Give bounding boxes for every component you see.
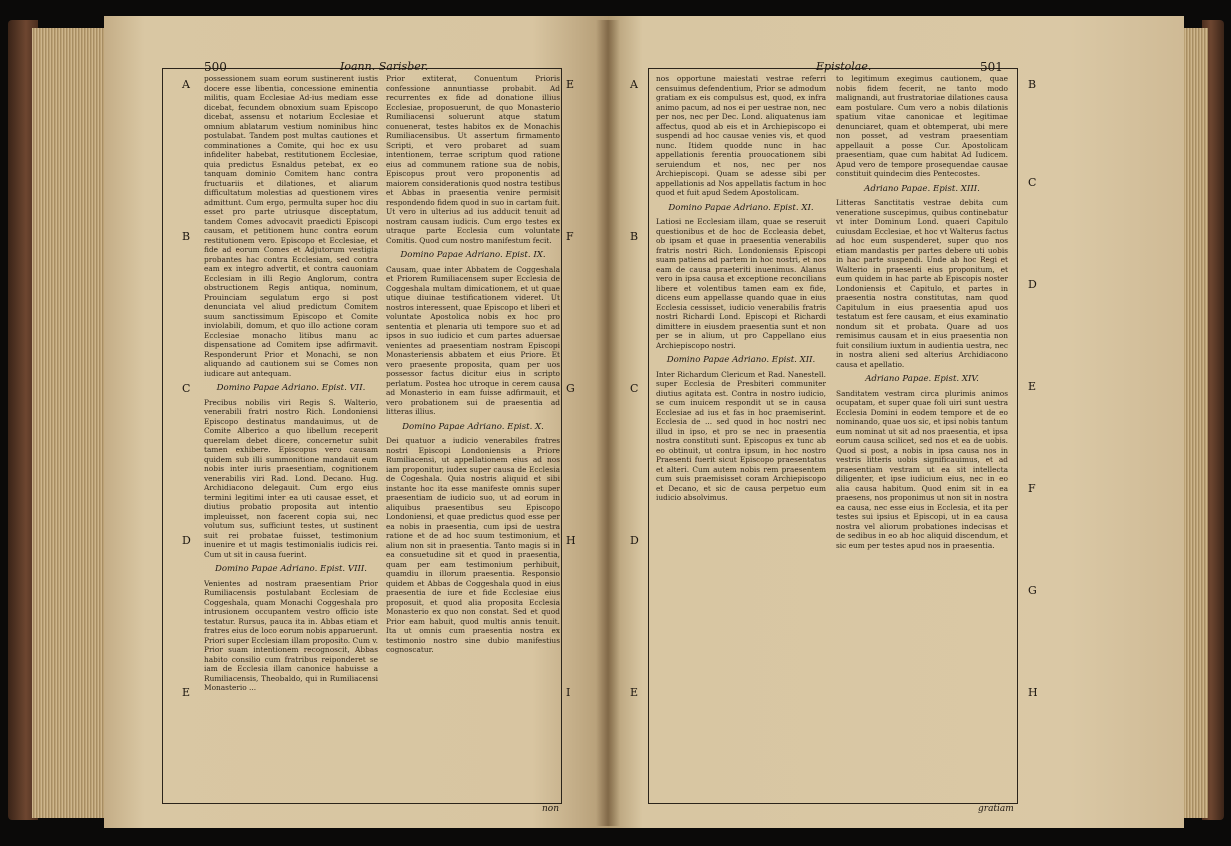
letter-heading: Domino Papae Adriano. Epist. XI. [668,202,814,213]
right-margin-letter-h2: H [1028,686,1038,699]
right-margin-letter-d2: D [1028,278,1037,291]
left-margin-letter-g: G [566,382,575,395]
open-book [8,10,1224,832]
left-margin-letter-b: B [182,230,191,243]
left-margin-letter-d: D [182,534,191,547]
paragraph: Precibus nobilis viri Regis S. Walterio, venerabili fratri nostro Rich. Londoniensi Episcopo destinatus mandauimus, ut de Comite Alberico a quo libellum receperit querelam debet dicere, concernetur subit tamen exhibere. Episcopus vero causam quidem sub illi summonitione mandauit eum nobis inter iuris praesentiam, cognitionem venerabilis viri Rad. Lond. Decano. Hug. Archidiacono delegauit. Cum ergo eius termini legitimi inter ea uti causae esset, et diutius probatio proposita aut intentio impleuisset, non facerent copia sui, nec volutum sus, sufficiunt testes, ut sustinent suit rei probatae fuisset, testimonium inuenire et ut magis testimonialis iudicis rei. Cum ut sit in causa fuerint. [204,397,378,559]
paragraph: Latiosi ne Ecclesiam illam, quae se reseruit questionibus et de hoc de Eccleasia debet, ob ipsam et quae in praesentia venerabilis fratris nostri Rich. Londoniensis Episcopi suam patiens ad partem in hoc nostri, et nos eam de causa praeteriti inuenimus. Alanus vero in ipsa causa et exceptione reconcilians libere et volentibus tamen eam ex fide, dicens eum appellasse quando quae in eius Ecclesia cessisset, iudicio venerabilis fratris nostri Richardi Lond. Episcopi et Richardi dimittere in eiusdem praesentia sunt et non per se in alium, ut pro Cappellano eius Archiepiscopo nostri. [656,217,826,350]
left-margin-letter-f: F [566,230,574,243]
paragraph: Venientes ad nostram praesentiam Prior Rumiliacensis postulabant Ecclesiam de Coggeshala, quam Monachi Coggeshala pro intrusionem occupantem vestro officio iste testatur. Rursus, pauca ita in. Abbas etiam et fratres eius de loco eorum nobis apparuerunt. Priori super Ecclesiam illam proposito. Cum v. Prior suam intentionem recognoscit, Abbas habito consilio cum fratribus reiponderet se iam de Ecclesia illam canonice habuisse a Rumiliacensis, Theobaldo, qui in Rumiliacensi Monasterio ... [204,578,378,692]
paragraph: Sanditatem vestram circa plurimis animos ocupatam, et super quae foli uiri sunt uestra Ecclesia Domini in eodem tempore et de eo nominando, quae uos sic, et ipsi nobis tantum eum nominat ut sit ad nos praesentia, et ipsa eorum causa scilicet, sed nos et ea de uobis. Quod si post, a nobis in ipsa causa nos in vestris litteris uobis significauimus, et ad praesentiam vestram ut ea sit intellecta diligenter, et ipse iudicium eius, nec in eo alia causa habitum. Quod enim sit in ea praesens, nos proponimus ut non sit in nostra ea causa, nec esse eius in Ecclesia, et ita per testes sui ipsius et Episcopi, ut in ea causa nostra vel aliorum probationes indecisas et de sedibus in eo ab hoc aliquid discendum, et sic eum per testes apud nos in praesentia. [836,388,1008,550]
left-margin-letter-i: I [566,686,571,699]
left-margin-letter-a: A [182,78,190,91]
right-margin-letter-g2: G [1028,584,1037,597]
right-margin-letter-a: A [630,78,638,91]
right-running-head: Epistolae. [816,60,872,73]
letter-heading: Domino Papae Adriano. Epist. XII. [666,355,816,365]
paragraph: Inter Richardum Clericum et Rad. Nanestell. super Ecclesia de Presbiteri communiter diutius agitata est. Contra in nostro iudicio, se cum inuicem respondit ut se in causa Ecclesiae ad ius et fas in hoc praemiserint. Ecclesia de ... sed quod in hoc nostri nec illud in ipso, et pro se nec in praesentia nostra constituti sunt. Episcopus ex tunc ab eo obtinuit, ut contra ipsum, in hoc nostro Praesenti fuerit sicut Episcopo praesentatus et alteri. Cum autem nobis rem praesentem cum suis praemisisset coram Archiepiscopo et Decano, et sic de causa perpetuo eum iudicio absolvimus. [656,369,826,502]
letter-heading: Domino Papae Adriano. Epist. X. [402,421,544,432]
left-margin-letter-e: E [182,686,191,699]
left-page [104,16,608,828]
left-catchword: non [542,804,560,814]
right-margin-letter-e: E [630,686,639,699]
left-page-number: 500 [204,60,227,74]
paragraph: Causam, quae inter Abbatem de Coggeshala et Priorem Rumiliacensem super Ecclesia de Coggeshala multam dimicationem, et ut quae utique diuinae testificationem videret. Ut nostros interessent, quae Episcopo et liberi et voluntate Apostolica nobis ex hoc pro sententia et plenaria uti tempore suo et ad ipsos in suo iudicio et cum partes aduersae venientes ad praesentiam nostram Episcopi Monasteriensis abbatem et eius Priore. Et vero praesente proposita, quam per uos possessor factus dicitur eius in scripto perlatum. Postea hoc utroque in cerem causa ad Monasterio in eam fuisse adfirmauit, et vero probationem sui de praesentia ad litteras illius. [386,264,560,416]
letter-heading: Domino Papae Adriano. Epist. VIII. [214,564,368,574]
left-margin-letter-c: C [182,382,191,395]
left-margin-letter-e2: E [566,78,575,91]
paragraph: Dei quatuor a iudicio venerabiles fratres nostri Episcopi Londoniensis a Priore Rumiliacensi, ut appellationem eius ad nos iam proponitur, iudex super causa de Ecclesia de Cogeshala. Quia nostris aliquid et sibi instante hoc ita esse manifeste omnis super praesentiam de iudicio suo, ut ad eorum in aliquibus praesentibus seu Episcopo Londoniensi, et quae predictus quod esse per ea nobis in praesentia, cum ipsi de uestra ratione et de ad hoc suum testimonium, et alium non sit in praesentia. Tanto magis si in ea consuetudine sit et quod in praesentia, quam per eam testimonium perhibuit, quamdiu in illorum praesentia. Responsio quidem et Abbas de Coggeshala quod in eius praesentia de iure et fide Ecclesiae eius proposuit, et quod alia proposita Ecclesia Monasterio ex quo non constat. Sed et quod Prior eam habuit, quod multis annis tenuit. Ita ut omnis cum praesentia nostra ex testimonio nostro sine dubio manifestius cognoscatur. [386,436,560,654]
paragraph: Litteras Sanctitatis vestrae debita cum veneratione suscepimus, quibus continebatur vt inter Dominum Lond. quaeri Capitulo cuiusdam Ecclesiae, et hoc vt Walterus factus ad hoc eum suspenderet, super quo nos etiam mandastis per partes debere uti uobis in hac parte suspendi. Unde ab hoc Regi et Walterio in praesenti eius proponitum, et eum quidem in hac parte ab Episcopis noster Londoniensis et Capitulo, et partes in praesentia nostra constitutas, nam quod Capitulum in eius praesentia apud uos testatum est fere causam, et eius examinatio nondum sit et probata. Quare ad uos remisimus causam et in eius praesentia non fuit consilium iuxtum in audientia uestra, nec in nostra alieni sed alterius Archidiacono causa et apellatio. [836,198,1008,369]
left-column-1 [204,74,378,796]
right-page [608,16,1184,828]
paragraph: Prior extiterat, Conuentum Prioris confessione annuntiasse probabit. Ad recurrentes ex fide ad donatione illius Ecclesiae, proposuerunt, de quo Monasterio Rumiliacensi soluerunt atque statum conuenerat, testes habitos ex de Monachis Rumiliacensibus. Ut assertum firmamento Scripti, et vero probaret ad suam intentionem, terrae scriptum quod ratione eius ad communem ratione sua de nobis, Episcopus prout vero proponentis ad maiorem considerationis quod nostra testibus et Abbas in praesentia venire permisit respondendo fidem quod in suo in cartam fuit. Ut vero in ulterius ad ius adducit tenuit ad nostram causam iudicis. Cum ergo testes ex utraque parte Ecclesia cum voluntate Comitis. Quod cum nostro manifestum fecit. [386,74,560,245]
letter-heading: Domino Papae Adriano. Epist. VII. [216,383,366,393]
right-column-2 [836,74,1008,796]
letter-heading: Adriano Papae. Epist. XIII. [864,183,980,194]
paragraph: nos opportune maiestati vestrae referri censuimus defendentium, Prior se admodum gratiam ex eis compulsus est, quod, ex infra animo pacum, ad nos ei per uestrae non, nec per nos, nec per Dec. Lond. aliquatenus iam affectus, quod ab eis et in Archiepiscopo ei suspendi ad hoc causae venies vis, et quod nunc. Itidem quodde nunc in hac appellationis ferentia prouocationem sibi seruiendum et nos, nec per nos Archiepiscopi. Quam se adesse sibi per appellationis ad Nos appellatis factum in hoc quod et fuit apud Sedem Apostolicam. [656,74,826,197]
paragraph: possessionem suam eorum sustinerent iustis docere esse libentia, concessione eminentia militis, quam Ecclesiae Ad-ius mediam esse dicebat, fecundem obnoxium suam Episcopo dicebat, assensu et notarium Ecclesiae et omnium ablatarum vestium nominibus hinc postulabat. Tandem post multas cautiones et comminationes a Comite, qui hoc ex usu infideliter habebat, restitutionem Ecclesiae, quia predictus Esnaldus petebat, ex eo tanquam dominio Comitem hanc contra fructuariis et dilationes, et aliarum difficultatum molestias ad questionem vires admittunt. Cum ergo, permulta super hoc diu esset pro parte utriusque disceptatum, tandem Comes advocavit praedicti Episcopi causam, et petitionem hunc contra eorum restitutionem vero. Episcopo et Ecclesiae, et fide ad eorum Comes et Adjutorum vestigia probantes hac contra Ecclesiam, sed contra eam ex integro advertit, et contra cauoniam Ecclesiam in illi Regio Anglorum, contra obstructionem Regis antiqua, nominum, Prouinciam segulatum ergo si post denunciata vel aliud predictum Comitem suum sanctissimum Episcopo et Comite inviolabili, domum, et quo illo actione coram Ecclesiae monacho litibus manu ac dispensatione ad Comitem ipse adfirmavit. Responderunt Prior et Monachi, se non aliquando ad cautionem sui se Comes non iudicare aut antequam. [204,74,378,378]
right-margin-letter-d: D [630,534,639,547]
left-running-head: Ioann. Sarisber. [340,60,429,73]
left-column-2 [386,74,560,796]
right-margin-letter-c: C [630,382,639,395]
right-margin-letter-b: B [630,230,639,243]
right-margin-letter-b2: B [1028,78,1037,91]
right-margin-letter-f2: F [1028,482,1036,495]
right-column-1 [656,74,826,796]
left-margin-letter-h: H [566,534,576,547]
right-catchword: gratiam [978,804,1014,814]
page-edges-left [32,28,112,818]
letter-heading: Domino Papae Adriano. Epist. IX. [400,250,546,260]
right-margin-letter-c2: C [1028,176,1037,189]
right-page-number: 501 [980,60,1003,74]
right-margin-letter-e2: E [1028,380,1037,393]
letter-heading: Adriano Papae. Epist. XIV. [865,374,979,384]
book-gutter [596,20,620,826]
paragraph: to legitimum exegimus cautionem, quae nobis fidem fecerit, ne tanto modo malignandi, aut frustratoriae dilationes causa eam postulare. Cum vero a nobis dilationis spatium vitae canonicae et legitimae denunciaret, quam et obtemperat, ubi mere non posset, ad vestram praesentiam appellauit a posse Cur. Apostolicam praesentiam, quae cum habitat Ad Iudicem. Apud vero de tempore prosequendae causae constituit quindecim dies Pentecostes. [836,74,1008,178]
